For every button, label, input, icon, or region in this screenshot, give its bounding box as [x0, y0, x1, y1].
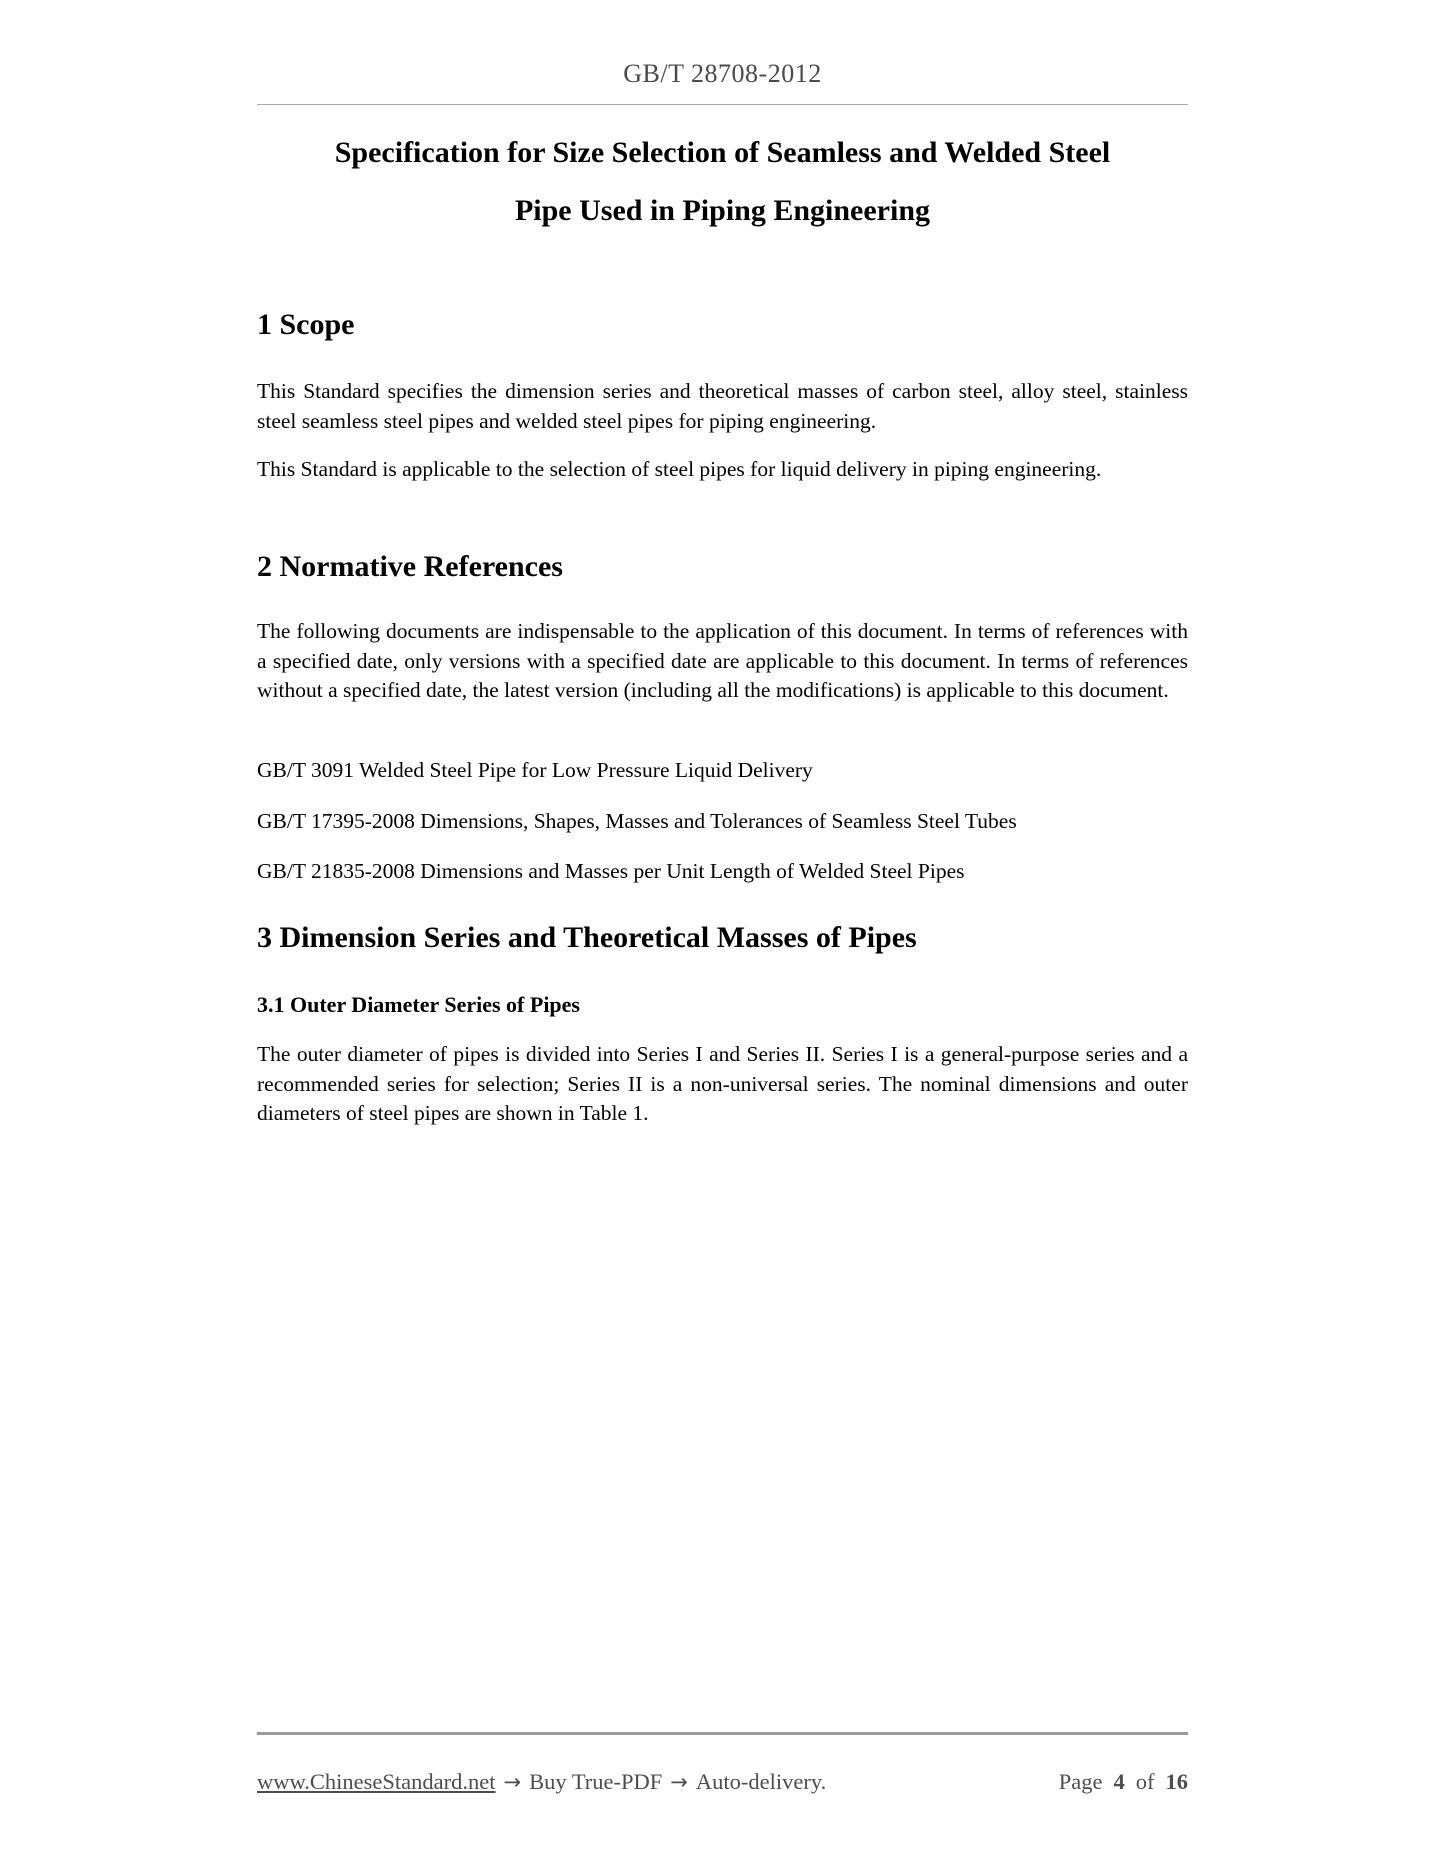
normative-references-paragraph: The following documents are indispensable to the application of this document. In terms of references with a specified date, only versions with a specified date are applicable to this document. In terms of references without a specified date, the latest version (including all the modifications) is applicable to this document. [257, 619, 1188, 702]
footer-site-link[interactable]: www.ChineseStandard.net [257, 1769, 496, 1794]
subsection-heading-outer-diameter: 3.1 Outer Diameter Series of Pipes [257, 992, 580, 1017]
section-heading-normative-references: 2 Normative References [257, 550, 563, 583]
page-header-standard-code: GB/T 28708-2012 [623, 59, 822, 88]
footer-page-indicator [1059, 1767, 1188, 1797]
header-divider [257, 104, 1188, 105]
outer-diameter-paragraph: The outer diameter of pipes is divided into Series I and Series II. Series I is a general-purpose series and a recommended series for selection; Series II is a non-universal series. The nominal dimensions and outer diameters of steel pipes are shown in Table 1. [257, 1042, 1188, 1125]
arrow-right-icon: → [503, 1770, 522, 1794]
section-heading-scope: 1 Scope [257, 308, 355, 341]
footer-total-pages: 16 [1165, 1769, 1188, 1794]
footer-page-label: Page [1058, 1769, 1103, 1794]
document-title [257, 124, 1188, 240]
footer-of-label: of [1135, 1769, 1155, 1794]
footer-page-number: 4 [1113, 1769, 1125, 1794]
footer-left-group [257, 1767, 826, 1797]
page-footer [257, 1767, 1188, 1797]
scope-paragraph-1: This Standard specifies the dimension series and theoretical masses of carbon steel, alloy steel, stainless steel seamless steel pipes and welded steel pipes for piping engineering. [257, 379, 1188, 433]
footer-buy-text: Buy True-PDF [529, 1769, 663, 1794]
section-heading-dimension-series: 3 Dimension Series and Theoretical Masses of Pipes [257, 921, 917, 954]
scope-paragraph-2: This Standard is applicable to the selection of steel pipes for liquid delivery in piping engineering. [257, 457, 1102, 481]
footer-divider [257, 1732, 1188, 1735]
footer-delivery-text: Auto-delivery. [695, 1769, 827, 1794]
arrow-right-icon: → [670, 1770, 688, 1794]
document-title-line-1: Specification for Size Selection of Seamless and Welded Steel [334, 136, 1111, 169]
reference-item-3: GB/T 21835-2008 Dimensions and Masses per Unit Length of Welded Steel Pipes [257, 859, 965, 883]
reference-item-2: GB/T 17395-2008 Dimensions, Shapes, Masses and Tolerances of Seamless Steel Tubes [257, 809, 1017, 833]
reference-item-1: GB/T 3091 Welded Steel Pipe for Low Pressure Liquid Delivery [257, 758, 813, 782]
document-title-line-2: Pipe Used in Piping Engineering [514, 194, 931, 227]
